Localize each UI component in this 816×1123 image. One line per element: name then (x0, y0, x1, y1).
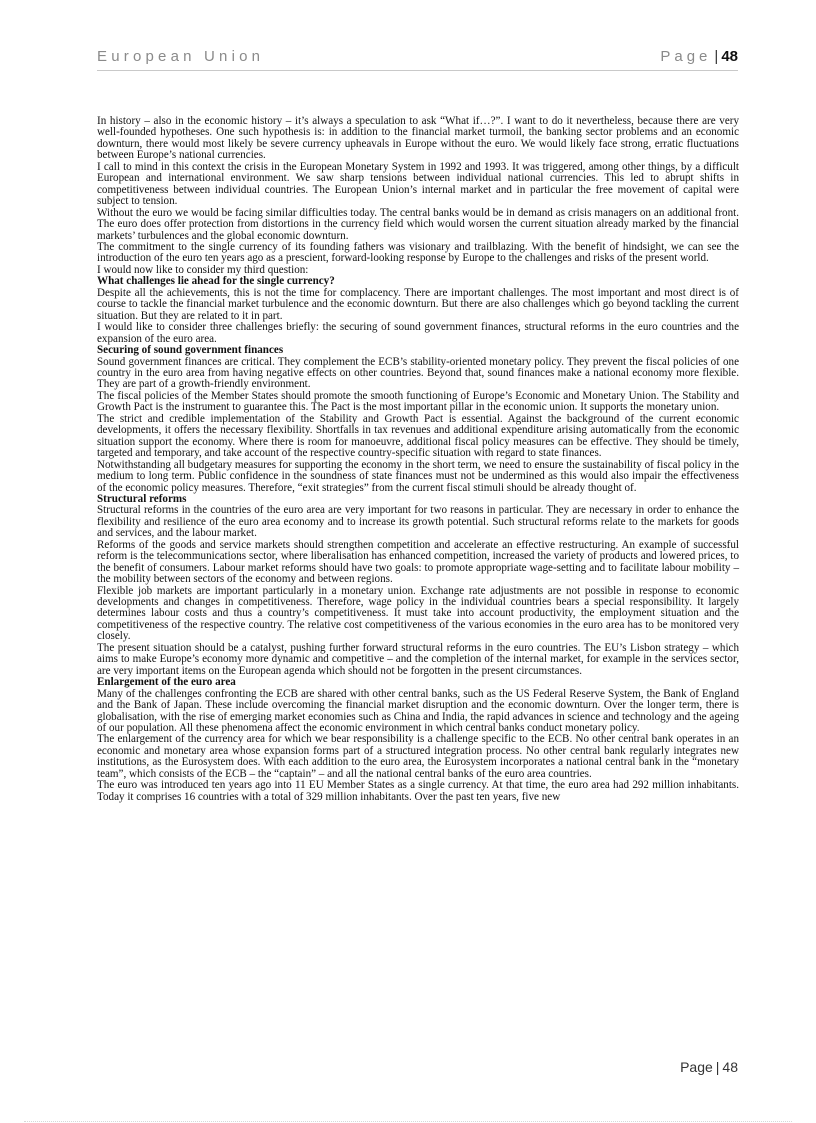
section-heading: What challenges lie ahead for the single currency? (97, 275, 335, 288)
header-page-number: 48 (721, 48, 738, 65)
page-header (97, 44, 738, 71)
paragraph: The commitment to the single currency of its founding fathers was visionary and trailblazing. With the benefit of hindsight, we can see the introduction of the euro ten years ago as a prescient, forward-looking response by Europe to the challenges and risks of the present world. (97, 240, 739, 265)
paragraph: Notwithstanding all budgetary measures for supporting the economy in the short term, we need to ensure the sustainability of fiscal policy in the medium to long term. Public confidence in the soundness of state finances must not be undermined as this would also impair the effectiveness of the economic policy measures. Therefore, “exit strategies” from the current fiscal stimuli should be already thought of. (97, 458, 739, 494)
paragraph: The euro was introduced ten years ago into 11 EU Member States as a single currency. At that time, the euro area had 292 million inhabitants. Today it comprises 16 countries with a total of 329 million inhabitants. Over the past ten years, five new (97, 779, 739, 803)
paragraph: The present situation should be a catalyst, pushing further forward structural reforms in the euro countries. The EU’s Lisbon strategy – which aims to make Europe’s economy more dynamic and competitive – and the completion of the internal market, for example in the services sector, are very important items on the European agenda which should not be forgotten in the present circumstances. (97, 641, 739, 677)
header-page-label: Page (660, 48, 712, 65)
paragraph: The fiscal policies of the Member States should promote the smooth functioning of Europe’s Economic and Monetary Union. The Stability and Growth Pact is the instrument to guarantee this. The Pact is the most important pillar in the economic union. It supports the monetary union. (97, 389, 739, 414)
section-heading: Securing of sound government finances (97, 344, 284, 357)
page-footer (680, 1059, 738, 1075)
paragraph: Reforms of the goods and service markets should strengthen competition and accelerate an effective restructuring. An example of successful reform is the telecommunications sector, where liberalisation has enhanced competition, increased the variety of products and lowered prices, to the benefit of consumers. Labour market reforms should have two goals: to promote appropriate wage-setting and to facilitate labour mobility – the mobility between sectors of the economy and between regions. (97, 538, 739, 586)
paragraph: In history – also in the economic history – it’s always a speculation to ask “What if…?”. I want to do it nevertheless, because there are very well-founded hypotheses. One such hypothesis is: in addition to the financial market turmoil, the banking sector problems and an economic downturn, there would most likely be severe currency upheavals in Europe without the euro. We would likely face strong, erratic fluctuations between Europe’s national currencies. (97, 115, 739, 162)
paragraph: Despite all the achievements, this is not the time for complacency. There are important challenges. The most important and most direct is of course to tackle the financial market turbulence and the economic downturn. But there are also challenges which go beyond tackling the current situation. But they are related to it in part. (97, 286, 739, 322)
paragraph: The enlargement of the currency area for which we bear responsibility is a challenge specific to the ECB. No other central bank operates in an economic and monetary area whose expansion forms part of a structured integration process. No other central bank regularly integrates new institutions, as the Eurosystem does. With each addition to the euro area, the Eurosystem incorporates a national central bank in the “monetary team”, which consists of the ECB – the “captain” – and all the national central banks of the euro area countries. (97, 733, 739, 780)
paragraph: I would like to consider three challenges briefly: the securing of sound government finances, structural reforms in the euro countries and the expansion of the euro area. (97, 321, 739, 345)
paragraph: I call to mind in this context the crisis in the European Monetary System in 1992 and 1993. It was triggered, among other things, by a difficult European and international environment. We saw sharp tensions between individual national currencies. This led to abrupt shifts in competitiveness between individual countries. The European Union’s internal market and in particular the free movement of capital were subject to tension. (97, 160, 739, 208)
paragraph: The strict and credible implementation of the Stability and Growth Pact is essential. Against the background of the current economic developments, it offers the necessary flexibility. Shortfalls in tax revenues and additional expenditure arising automatically from the economic situation support the economy. Where there is room for manoeuvre, additional fiscal policy measures can be effective. They should be timely, targeted and temporary, and take account of the respective country-specific situation with regard to state finances. (97, 412, 739, 460)
paragraph: I would now like to consider my third question: (97, 263, 309, 276)
document-body (97, 116, 739, 803)
header-separator: | (714, 48, 719, 65)
header-page-indicator (660, 48, 738, 65)
paragraph: Without the euro we would be facing similar difficulties today. The central banks would be in demand as crisis managers on an additional front. The euro does offer protection from distortions in the currency field which would worsen the current situation already marked by the financial markets’ turbulences and the global economic downturn. (97, 206, 739, 242)
running-title: European Union (97, 48, 265, 65)
section-heading: Enlargement of the euro area (97, 676, 236, 689)
paragraph: Sound government finances are critical. They complement the ECB’s stability-oriented monetary policy. They prevent the fiscal policies of one country in the euro area from having negative effects on other countries. Beyond that, sound finances make a national economy more flexible. They are part of a growth-friendly environment. (97, 355, 739, 391)
paragraph: Structural reforms in the countries of the euro area are very important for two reasons in particular. They are necessary in order to enhance the flexibility and resilience of the euro area economy and to increase its growth potential. Such structural reforms relate to the markets for goods and services, and the labour market. (97, 504, 739, 540)
footer-separator: | (715, 1059, 720, 1075)
paragraph: Many of the challenges confronting the ECB are shared with other central banks, such as the US Federal Reserve System, the Bank of England and the Bank of Japan. These include overcoming the financial market disruption and the economic downturn. Over the longer term, there is globalisation, with the rise of emerging market economies such as China and India, the rapid advances in science and technology and the ageing of our population. All these phenomena affect the economic environment in which central banks conduct monetary policy. (97, 687, 739, 735)
section-heading: Structural reforms (97, 492, 187, 505)
paragraph: Flexible job markets are important particularly in a monetary union. Exchange rate adjustments are not possible in response to economic developments and changes in competitiveness. Therefore, wage policy in the individual countries bears a special responsibility. It largely determines labour costs and thus a country’s competitiveness. It must take into account productivity, the employment situation and the competitiveness of the respective country. The relative cost competitiveness of the various economies in the euro area has to be monitored very closely. (97, 584, 739, 643)
footer-page-label: Page (680, 1059, 713, 1075)
page-bottom-rule (24, 1121, 792, 1122)
footer-page-number: 48 (722, 1059, 738, 1075)
